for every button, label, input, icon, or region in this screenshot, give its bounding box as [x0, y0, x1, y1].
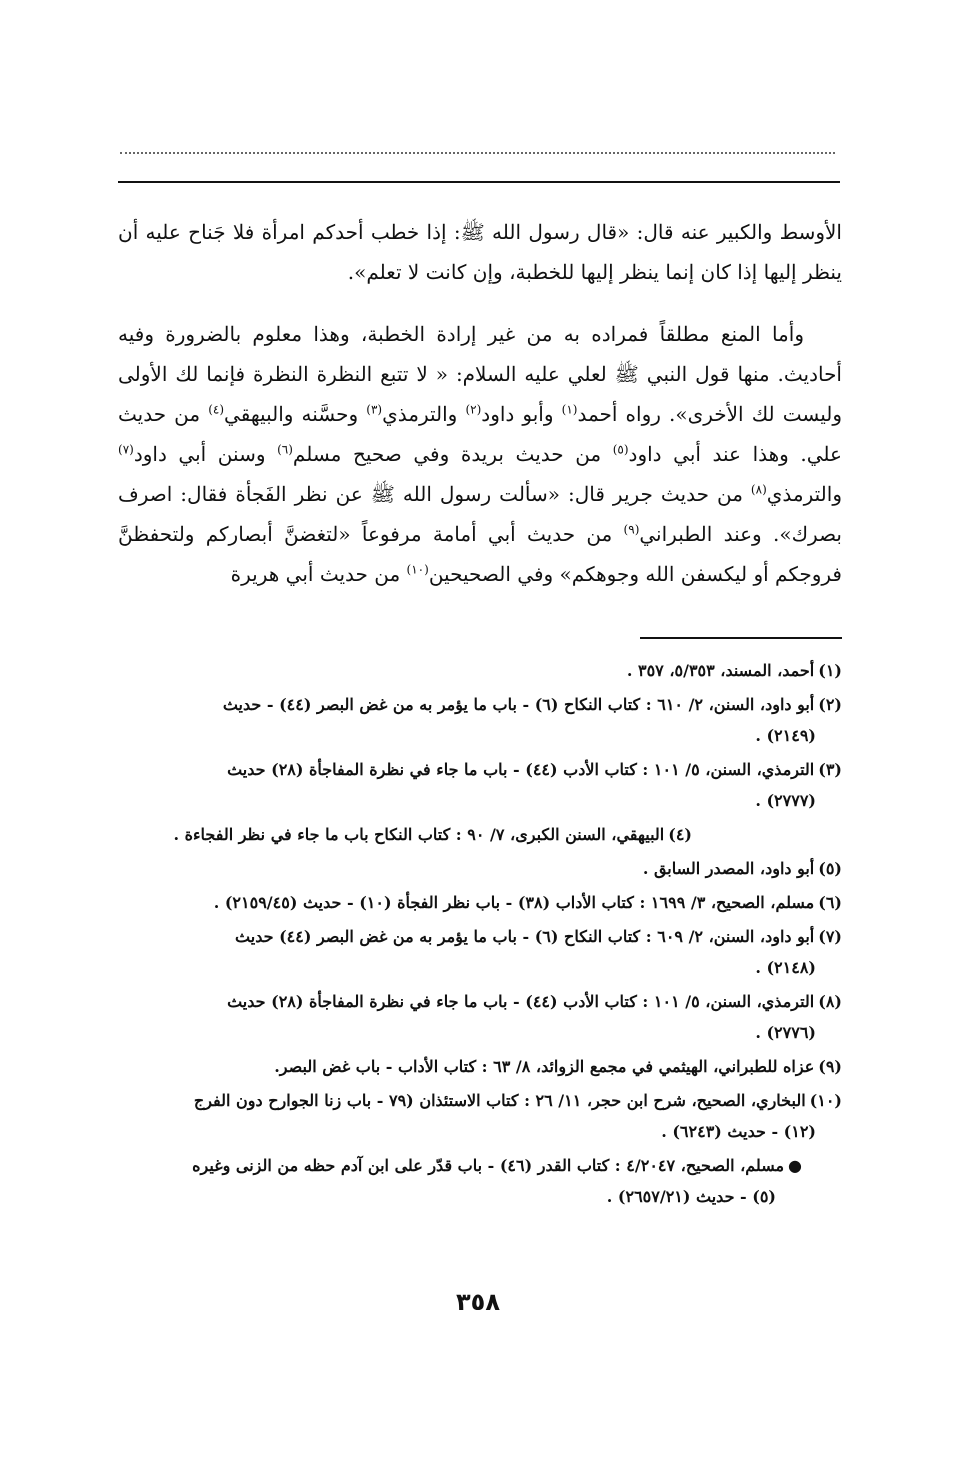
footnote-continuation: (٢٧٧٦) . [755, 1023, 816, 1042]
bullet-icon: ● [788, 1156, 802, 1175]
footnote-text: الترمذي، السنن، ٥/ ١٠١ : كتاب الأدب (٤٤) - باب ما جاء في نظرة المفاجأة (٢٨) حديث [227, 760, 815, 779]
footnote-8 [118, 986, 842, 1048]
footnote-10 [118, 1085, 842, 1147]
footnote-ref: (١٠) [406, 562, 429, 577]
footnote-number: (٦) [818, 893, 842, 912]
footnote-text: مسلم، الصحيح، ٣/ ١٦٩٩ : كتاب الأداب (٣٨) - باب نظر الفجأة (١٠) - حديث (٢١٥٩/٤٥) . [213, 893, 815, 912]
paragraph-2-text: وأبو داود [481, 402, 562, 426]
footnote-number: (٨) [818, 992, 842, 1011]
footnote-text: أحمد، المسند، ٥/٣٥٣، ٣٥٧ . [626, 661, 815, 680]
header-rule [118, 181, 840, 183]
footnote-7 [118, 921, 842, 983]
footnote-text: أبو داود، السنن، ٢/ ٦٠٩ : كتاب النكاح (٦) - باب ما يؤمر به من غض البصر (٤٤) حديث [235, 927, 815, 946]
footnotes [118, 655, 842, 1215]
paragraph-2-text: من حديث علي. وهذا عند أبي داود [118, 402, 842, 466]
paragraph-2-text: وأما المنع مطلقاً فمراده به من غير إرادة الخطبة، وهذا معلوم بالضرورة وفيه أحاديث. منها قول النبي ﷺ لعلي عليه السلام: « لا تتبع النظرة النظرة فإنما لك الأولى وليست لك الأخرى». رواه أحمد [118, 322, 843, 426]
main-text [118, 212, 842, 594]
footnote-text: مسلم، الصحيح، ٤/٢٠٤٧ : كتاب القدر (٤٦) - باب قدّر على ابن آدم حظه من الزنى وغيره [192, 1156, 785, 1175]
footnote-ref: (٣) [366, 402, 383, 417]
footnote-text: البخاري، الصحيح، شرح ابن حجر، ١١/ ٢٦ : كتاب الاستئذان (٧٩ - باب زنا الجوارح دون الفرج [193, 1091, 806, 1110]
footnote-4 [118, 819, 842, 850]
footnote-continuation: (١٢) - حديث (٦٢٤٣) . [661, 1122, 816, 1141]
footnote-ref: (٩) [623, 522, 640, 537]
paragraph-1-text: الأوسط والكبير عنه قال: «قال رسول الله ﷺ: إذا خطب أحدكم امرأة فلا جَناح عليه أن ينظر إليها إذا كان إنما ينظر إليها للخطبة، وإن كانت لا تعلم». [118, 220, 842, 284]
footnote-ref: (١) [561, 402, 578, 417]
paragraph-2 [118, 314, 842, 594]
footnote-ref: (٢) [465, 402, 482, 417]
footnote-number: (١) [818, 661, 842, 680]
footnote-ref: (٤) [208, 402, 225, 417]
footnote-ref: (٧) [118, 442, 134, 457]
footnote-6 [118, 887, 842, 918]
footnote-2 [118, 689, 842, 751]
footnote-number: (٣) [818, 760, 842, 779]
footnote-number: (٤) [668, 825, 692, 844]
footnote-text: أبو داود، المصدر السابق . [642, 859, 815, 878]
footnote-5 [118, 853, 842, 884]
paragraph-2-text: من حديث أبي أمامة مرفوعاً «لتغضنَّ أبصاركم ولتحفظنَّ فروجكم أو ليكسفن الله وجوهكم» وفي الصحيحين [118, 522, 842, 586]
paragraph-2-text: والترمذي [766, 482, 842, 506]
footnote-number: (٩) [818, 1057, 842, 1076]
footnote-bullet [118, 1150, 842, 1212]
paragraph-2-text: والترمذي [382, 402, 466, 426]
footnote-text: الترمذي، السنن، ٥/ ١٠١ : كتاب الأدب (٤٤) - باب ما جاء في نظرة المفاجأة (٢٨) حديث [227, 992, 815, 1011]
footnote-number: (٥) [818, 859, 842, 878]
footnote-3 [118, 754, 842, 816]
footnote-ref: (٥) [612, 442, 629, 457]
header-dotted-rule [120, 152, 835, 154]
footnote-ref: (٨) [750, 482, 767, 497]
paragraph-1 [118, 212, 842, 292]
paragraph-2-text: وسنن أبي داود [133, 442, 278, 466]
footnote-separator [640, 637, 842, 639]
paragraph-2-text: من حديث أبي هريرة [230, 562, 407, 586]
footnote-text: البيهقي، السنن الكبرى، ٧/ ٩٠ : كتاب النكاح باب ما جاء في نظر الفجاءة . [173, 825, 665, 844]
footnote-text: أبو داود، السنن، ٢/ ٦١٠ : كتاب النكاح (٦) - باب ما يؤمر به من غض البصر (٤٤) - حديث [222, 695, 815, 714]
footnote-number: (١٠) [809, 1091, 842, 1110]
footnote-continuation: (٢١٤٨) . [755, 958, 816, 977]
footnote-continuation: (٢١٤٩) . [755, 726, 816, 745]
page-number: ٣٥٨ [456, 1288, 500, 1316]
paragraph-2-text: من حديث جرير قال: «سألت رسول الله ﷺ عن نظر الفَجأة فقال: اصرف بصرك». وعند الطبراني [118, 482, 842, 546]
footnote-ref: (٦) [277, 442, 293, 457]
footnote-1 [118, 655, 842, 686]
paragraph-2-text: وحسَّنه والبيهقي [224, 402, 367, 426]
footnote-continuation: (٥) - حديث (٢٦٥٧/٢١) . [606, 1187, 776, 1206]
footnote-number: (٧) [818, 927, 842, 946]
footnote-continuation: (٢٧٧٧) . [755, 791, 816, 810]
paragraph-2-text: من حديث بريدة وفي صحيح مسلم [292, 442, 613, 466]
footnote-9 [118, 1051, 842, 1082]
footnote-text: عزاه للطبراني، الهيثمي في مجمع الزوائد، ٨/ ٦٣ : كتاب الأداب - باب غض البصر. [274, 1057, 815, 1076]
footnote-number: (٢) [818, 695, 842, 714]
